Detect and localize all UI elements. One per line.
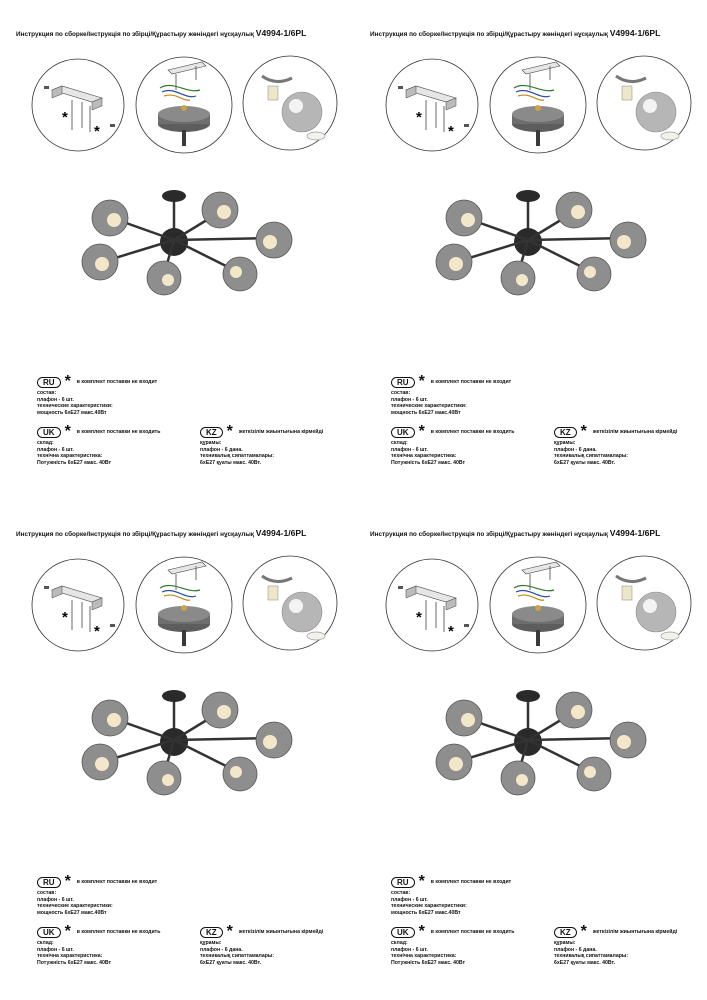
assembly-diagrams: [354, 550, 707, 660]
instruction-panel: [0, 500, 353, 1000]
kz-line: техникалық сипаттамалары:: [554, 953, 629, 960]
uk-line: плафон - 6 шт.: [391, 946, 428, 953]
ru-note: в комплект поставки не входит: [76, 878, 158, 885]
kz-line: плафон - 6 дана.: [200, 946, 243, 953]
chandelier-illustration: [434, 682, 654, 797]
svg-text:*: *: [94, 123, 100, 140]
uk-line: технічна характеристика:: [391, 453, 457, 460]
kz-note: жеткізілім жиынтығына кірмейді: [238, 428, 324, 435]
title-text: Инструкция по сборке/Інструкція по збірці/Құрастыру жөніндегі нұсқаулық: [16, 531, 256, 538]
svg-text:*: *: [448, 623, 454, 640]
uk-line: технічна характеристика:: [37, 453, 103, 460]
svg-text:*: *: [416, 109, 422, 126]
uk-note: в комплект поставки не входить: [430, 428, 515, 435]
asterisk-icon: *: [418, 423, 425, 440]
uk-line: склад:: [391, 440, 408, 446]
uk-badge: UK: [391, 927, 415, 938]
asterisk-icon: *: [64, 373, 71, 390]
model-number: V4994-1/6PL: [609, 528, 661, 538]
svg-text:*: *: [62, 609, 68, 626]
ru-line: состав:: [37, 890, 57, 896]
asterisk-icon: *: [580, 923, 587, 940]
ru-line: технические характеристики:: [391, 903, 467, 910]
kz-line: құрамы:: [200, 940, 222, 946]
uk-line: Потужність 6хЕ27 макс. 40Вт: [391, 459, 466, 466]
ru-line: состав:: [37, 390, 57, 396]
kz-badge: KZ: [554, 427, 577, 438]
asterisk-icon: *: [64, 873, 71, 890]
uk-line: технічна характеристика:: [37, 953, 103, 960]
step-1-mounting-bracket-illustration: [32, 559, 124, 651]
instruction-title: [370, 528, 660, 538]
svg-text:*: *: [416, 609, 422, 626]
step-3-shade-illustration: [243, 56, 337, 150]
kz-line: техникалық сипаттамалары:: [554, 453, 629, 460]
kz-note: жеткізілім жиынтығына кірмейді: [238, 928, 324, 935]
svg-text:*: *: [448, 123, 454, 140]
uk-note: в комплект поставки не входить: [76, 928, 161, 935]
uk-badge: UK: [37, 427, 61, 438]
kz-line: 6хЕ27 қуаты макс. 40Вт.: [554, 459, 616, 466]
uk-note: в комплект поставки не входить: [430, 928, 515, 935]
uk-section: [391, 923, 515, 966]
ru-line: технические характеристики:: [391, 403, 467, 410]
assembly-diagrams: [0, 550, 353, 660]
ru-badge: RU: [37, 377, 61, 388]
kz-line: плафон - 6 дана.: [200, 446, 243, 453]
ru-section: [37, 373, 158, 416]
kz-line: 6хЕ27 қуаты макс. 40Вт.: [554, 959, 616, 966]
uk-line: Потужність 6хЕ27 макс. 40Вт: [37, 459, 112, 466]
model-number: V4994-1/6PL: [255, 528, 307, 538]
ru-section: [391, 373, 512, 416]
title-text: Инструкция по сборке/Інструкція по збірці/Құрастыру жөніндегі нұсқаулық: [370, 31, 610, 38]
uk-badge: UK: [37, 927, 61, 938]
chandelier-illustration: [80, 682, 300, 797]
step-1-mounting-bracket-illustration: [32, 59, 124, 151]
kz-line: техникалық сипаттамалары:: [200, 953, 275, 960]
instruction-title: [370, 28, 660, 38]
ru-line: состав:: [391, 890, 411, 896]
asterisk-icon: *: [226, 423, 233, 440]
kz-badge: KZ: [554, 927, 577, 938]
ru-line: плафон - 6 шт.: [391, 896, 428, 903]
instruction-title: [16, 28, 306, 38]
uk-line: плафон - 6 шт.: [37, 946, 74, 953]
model-number: V4994-1/6PL: [255, 28, 307, 38]
ru-note: в комплект поставки не входит: [430, 378, 512, 385]
uk-section: [391, 423, 515, 466]
step-2-wiring-illustration: [490, 57, 586, 153]
asterisk-icon: *: [418, 923, 425, 940]
assembly-diagrams: [0, 50, 353, 160]
uk-badge: UK: [391, 427, 415, 438]
kz-note: жеткізілім жиынтығына кірмейді: [592, 428, 678, 435]
kz-section: [554, 923, 678, 966]
ru-line: плафон - 6 шт.: [37, 396, 74, 403]
kz-line: техникалық сипаттамалары:: [200, 453, 275, 460]
uk-line: склад:: [37, 440, 54, 446]
instruction-title: [16, 528, 306, 538]
uk-line: технічна характеристика:: [391, 953, 457, 960]
instruction-panel: [0, 0, 353, 500]
svg-text:*: *: [62, 109, 68, 126]
asterisk-icon: *: [418, 373, 425, 390]
asterisk-icon: *: [226, 923, 233, 940]
ru-line: состав:: [391, 390, 411, 396]
step-1-mounting-bracket-illustration: [386, 59, 478, 151]
ru-badge: RU: [37, 877, 61, 888]
kz-section: [200, 423, 324, 466]
uk-line: плафон - 6 шт.: [37, 446, 74, 453]
title-text: Инструкция по сборке/Інструкція по збірці/Құрастыру жөніндегі нұсқаулық: [16, 31, 256, 38]
kz-line: плафон - 6 дана.: [554, 946, 597, 953]
ru-badge: RU: [391, 877, 415, 888]
asterisk-icon: *: [418, 873, 425, 890]
kz-line: 6хЕ27 қуаты макс. 40Вт.: [200, 459, 262, 466]
kz-line: құрамы:: [554, 940, 576, 946]
kz-line: құрамы:: [200, 440, 222, 446]
ru-section: [37, 873, 158, 916]
ru-line: плафон - 6 шт.: [37, 896, 74, 903]
chandelier-illustration: [434, 182, 654, 297]
step-3-shade-illustration: [597, 556, 691, 650]
ru-badge: RU: [391, 377, 415, 388]
kz-line: плафон - 6 дана.: [554, 446, 597, 453]
ru-line: плафон - 6 шт.: [391, 396, 428, 403]
kz-section: [554, 423, 678, 466]
step-2-wiring-illustration: [490, 557, 586, 653]
instruction-panel: [354, 0, 707, 500]
model-number: V4994-1/6PL: [609, 28, 661, 38]
assembly-diagrams: [354, 50, 707, 160]
ru-line: мощность 6хЕ27 макс.40Вт: [391, 909, 461, 916]
step-3-shade-illustration: [243, 556, 337, 650]
ru-line: мощность 6хЕ27 макс.40Вт: [391, 409, 461, 416]
uk-section: [37, 423, 161, 466]
step-2-wiring-illustration: [136, 57, 232, 153]
chandelier-illustration: [80, 182, 300, 297]
asterisk-icon: *: [580, 423, 587, 440]
uk-line: склад:: [391, 940, 408, 946]
ru-note: в комплект поставки не входит: [76, 378, 158, 385]
kz-line: құрамы:: [554, 440, 576, 446]
kz-note: жеткізілім жиынтығына кірмейді: [592, 928, 678, 935]
ru-line: технические характеристики:: [37, 403, 113, 410]
title-text: Инструкция по сборке/Інструкція по збірці/Құрастыру жөніндегі нұсқаулық: [370, 531, 610, 538]
instruction-panel: [354, 500, 707, 1000]
uk-section: [37, 923, 161, 966]
kz-badge: KZ: [200, 427, 223, 438]
kz-section: [200, 923, 324, 966]
asterisk-icon: *: [64, 923, 71, 940]
svg-text:*: *: [94, 623, 100, 640]
step-1-mounting-bracket-illustration: [386, 559, 478, 651]
ru-line: технические характеристики:: [37, 903, 113, 910]
ru-section: [391, 873, 512, 916]
step-2-wiring-illustration: [136, 557, 232, 653]
uk-line: Потужність 6хЕ27 макс. 40Вт: [391, 959, 466, 966]
uk-note: в комплект поставки не входить: [76, 428, 161, 435]
kz-badge: KZ: [200, 927, 223, 938]
kz-line: 6хЕ27 қуаты макс. 40Вт.: [200, 959, 262, 966]
uk-line: склад:: [37, 940, 54, 946]
uk-line: плафон - 6 шт.: [391, 446, 428, 453]
asterisk-icon: *: [64, 423, 71, 440]
ru-line: мощность 6хЕ27 макс.40Вт: [37, 909, 107, 916]
ru-line: мощность 6хЕ27 макс.40Вт: [37, 409, 107, 416]
ru-note: в комплект поставки не входит: [430, 878, 512, 885]
uk-line: Потужність 6хЕ27 макс. 40Вт: [37, 959, 112, 966]
step-3-shade-illustration: [597, 56, 691, 150]
